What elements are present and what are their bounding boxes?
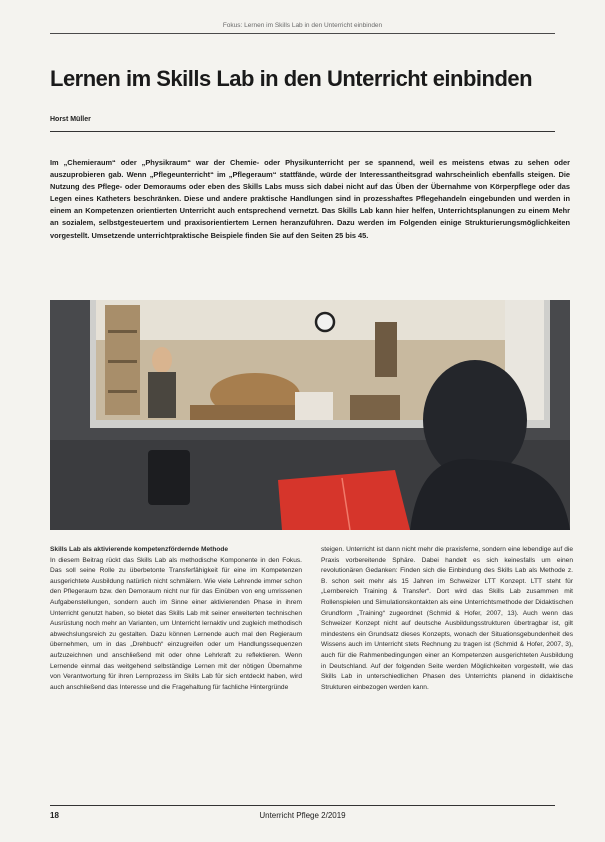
instructor-figure [148, 372, 176, 418]
author-name: Horst Müller [50, 116, 91, 123]
instructor-head [152, 347, 172, 373]
wall-clock [316, 313, 334, 331]
red-binder [278, 470, 410, 530]
article-title: Lernen im Skills Lab in den Unterricht einbinden [50, 66, 533, 91]
skills-lab-photo [50, 300, 570, 530]
desk-equipment [148, 450, 190, 505]
right-column-text: steigen. Unterricht ist dann nicht mehr die praxisferne, sondern eine lebendige auf die Praxis vorbereitende Sphäre. Dabei handelt es sich keinesfalls um einen revolutionären Gedanken: Finden sich die Einbindung des Skills Lab als Methode z. B. schon seit mehr als 15 Jahren im Schweizer LTT Konzept. LTT steht für „Lernbereich Training & Transfer“. Dort wird das Skills Lab zusammen mit Rollenspielen und Simulationskontakten als eine Unterrichtsmethode der Didaktischen Grundform „Training“ zugeordnet (Schmid & Hofer, 2007, 13). Auch wenn das Schweizer Konzept nicht auf deutsche Ausbildungsstrukturen übertragbar ist, gilt mindestens ein Grundsatz dieses Konzepts, wonach der Situationsgebundenheit des Wissens auch im Unterricht stets Rechnung zu tragen ist (Schmid & Hofer, 2007, 3), auch für die Rahmenbedingungen einer an Kompetenzen ausgerichteten Ausbildung in Deutschland. Auf der folgenden Seite werden Möglichkeiten vorgestellt, wie das Skills Lab in unterschiedlichen Phasen des Unterrichts planend in didaktische Strukturen einbezogen werden kann. [321, 546, 573, 691]
left-column [50, 545, 302, 693]
footer-rule [50, 805, 555, 806]
lab-door [375, 322, 397, 377]
right-column [321, 545, 573, 693]
header-rule [50, 33, 555, 34]
lab-chair [295, 392, 333, 420]
left-column-text: In diesem Beitrag rückt das Skills Lab als methodische Komponente in den Fokus. Das soll seine Rolle zu überbetonte Transferfähigkeit für eine im Kompetenzen ausgerichtete Ausbildung natürlich nicht schmälern. Wie viele Lehrende immer schon den Pflegeraum bzw. den Demoraum nicht nur für das Einüben von eng umrissenen Aufgabenstellungen, sondern auch im Sinne einer aktivierenden Phase in ihrem Unterricht genutzt haben, so bietet das Skills Lab mit seiner erweiterten technischen Ausrüstung noch mehr an Varianten, um Unterricht lernaktiv und zugleich methodisch abwechslungsreich zu gestalten. Dazu können Lernende auch mal den Regieraum übernehmen, um in das „Drehbuch“ einzugreifen oder um Handlungssequenzen aufzuzeichnen und anschließend mit oder ohne Lehrkraft zu reflektieren. Wenn Lernende einmal das weitgehend selbständige Lernen mit der nötigen Übernahme von Verantwortung für ihren Lernprozess im Skills Lab für sich entdeckt haben, wird auch anschließend das Interesse und die Fragehaltung für fachliche Hintergründe [50, 556, 302, 691]
author-rule [50, 131, 555, 132]
running-header: Fokus: Lernen im Skills Lab in den Unterricht einbinden [222, 22, 383, 29]
lead-paragraph: Im „Chemieraum“ oder „Physikraum“ war der Chemie- oder Physikunterricht per se spannend, weil es meistens etwas zu sehen oder auszuprobieren gab. Wenn „Pflegeunterricht“ im „Pflegeraum“ stattfände, würde der Interessantheitsgrad wahrscheinlich ebenfalls steigen. Die Nutzung des Pflege- oder Demoraums oder eben des Skills Labs muss sich dabei nicht auf das Üben der Übernahme von Körperpflege oder das Legen eines Katheters beschränken. Diese und andere praktische Handlungen sind in prozesshaftes Pflegehandeln eingebunden und werden in einem an Kompetenzen orientierten Unterricht auch entsprechend vernetzt. Das Skills Lab kann hier helfen, Unterrichtsplanungen zu einem Mehr an sozialem, selbstgesteuertem und praxisorientiertem Lernen heranzuführen. Dazu werden im Folgenden einige Strukturierungsmöglichkeiten vorgestellt. Umsetzende unterrichtpraktische Beispiele finden Sie auf den Seiten 25 bis 45. [50, 158, 570, 240]
page-number: 18 [50, 811, 59, 820]
journal-name: Unterricht Pflege 2/2019 [259, 811, 346, 820]
left-column-heading: Skills Lab als aktivierende kompetenzfördernde Methode [50, 546, 229, 553]
photo-illustration [50, 300, 570, 530]
